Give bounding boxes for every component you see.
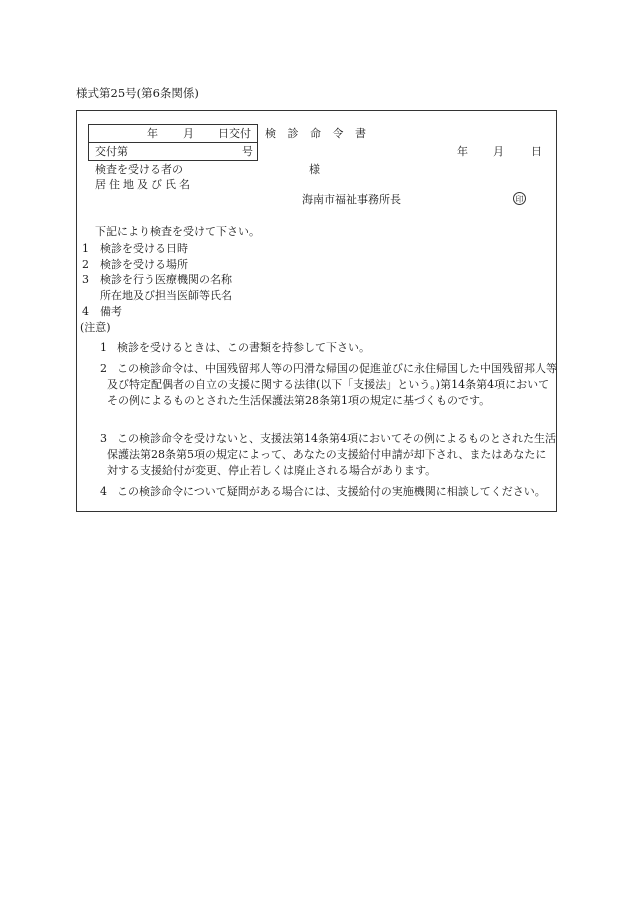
- item-number: 4: [82, 305, 89, 318]
- recipient-honorific: 様: [309, 163, 320, 176]
- item-text: 備考: [100, 305, 122, 318]
- date-month-label: 月: [493, 145, 504, 158]
- recipient-label-line2: 居住地及び氏名: [95, 178, 193, 191]
- note-item: [100, 361, 557, 409]
- note-text: この検診命令について疑問がある場合には、支援給付の実施機関に相談してください。: [117, 485, 546, 498]
- item-text: 検診を受ける日時: [100, 242, 188, 255]
- item-text: 所在地及び担当医師等氏名: [100, 289, 232, 302]
- form-number: 様式第25号(第6条関係): [76, 86, 199, 100]
- item-number: 1: [82, 242, 89, 255]
- document-title: 検 診 命 令 書: [265, 127, 370, 140]
- issue-month-label: 月: [183, 127, 194, 140]
- issue-day-label: 日交付: [218, 127, 251, 140]
- notes-heading: (注意): [80, 321, 111, 334]
- note-text: この検診命令を受けないと、支援法第14条第4項においてその例によるものとされた生活保護法第28条第5項の規定によって、あなたの支援給付申請が却下され、またはあなたに対する支援給付が変更、停止若しくは廃止される場合があります。: [107, 432, 556, 477]
- note-item: [100, 340, 550, 356]
- item-text: 検診を受ける場所: [100, 258, 188, 271]
- note-number: 1: [100, 341, 107, 354]
- item-text: 検診を行う医療機関の名称: [100, 273, 232, 286]
- note-text: 検診を受けるときは、この書類を持参して下さい。: [117, 341, 370, 354]
- issue-number-label: 交付第: [95, 145, 128, 158]
- note-number: 3: [100, 432, 107, 445]
- issue-divider: [89, 142, 257, 143]
- intro-text: 下記により検査を受けて下さい。: [95, 225, 260, 238]
- recipient-label-line1: 検査を受ける者の: [95, 163, 183, 176]
- note-number: 4: [100, 485, 107, 498]
- issue-number-suffix: 号: [242, 145, 253, 158]
- date-day-label: 日: [531, 145, 542, 158]
- date-year-label: 年: [457, 145, 468, 158]
- item-number: 3: [82, 273, 89, 286]
- note-number: 2: [100, 362, 107, 375]
- seal-mark: 印: [513, 192, 526, 205]
- note-text: この検診命令は、中国残留邦人等の円滑な帰国の促進並びに永住帰国した中国残留邦人等及び特定配偶者の自立の支援に関する法律(以下「支援法」という。)第14条第4項においてその例によるものとされた生活保護法第28条第1項の規定に基づくものです。: [107, 362, 557, 407]
- issue-year-label: 年: [147, 127, 158, 140]
- item-number: 2: [82, 258, 89, 271]
- note-item: [100, 484, 557, 500]
- issuer-name: 海南市福祉事務所長: [302, 193, 401, 206]
- note-item: [100, 431, 557, 479]
